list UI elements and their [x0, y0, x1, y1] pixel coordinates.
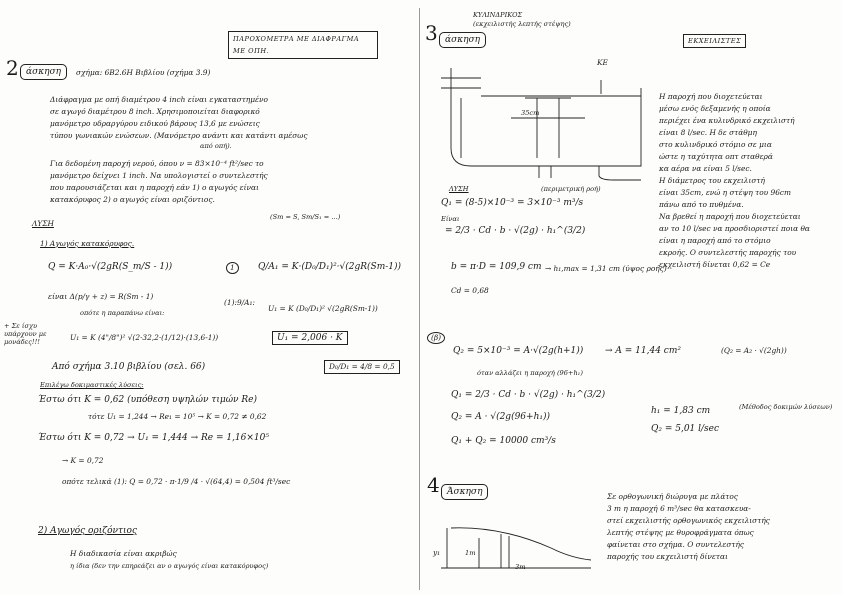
problem-line: στεί εκχειλιστής ορθογωνικός εκχειλιστής: [607, 516, 770, 525]
exercise-label: άσκηση: [20, 64, 67, 80]
equation-4-result: U₁ = 2,006 · K: [272, 331, 348, 345]
fig4-y1-label: y₁: [433, 548, 441, 557]
solution-3-label: ΛΥΣΗ: [449, 185, 469, 193]
side-note: (Sm = S, Sm/S₁ = ...): [270, 213, 341, 221]
problem-line: Η διάμετρος του εκχειλιστή: [659, 176, 765, 185]
left-title-box: ΠΑΡΟΧΟΜΕΤΡΑ ΜΕ ΔΙΑΦΡΑΓΜΑ ΜΕ ΟΠΗ.: [228, 31, 378, 59]
solution-eq-3: b = π·D = 109,9 cm: [451, 262, 542, 272]
system-note: (Μέθοδος δοκιμών λύσεων): [739, 403, 833, 411]
outflow-pipe: [539, 166, 551, 178]
system-eq-3: Q₁ + Q₂ = 10000 cm³/s: [451, 436, 556, 446]
problem-line: Σε ορθογωνική διώρυγα με πλάτος: [607, 492, 738, 501]
right-page: [421, 0, 842, 595]
problem-line: σε αγωγό διαμέτρου 8 inch. Χρησιμοποιείται διαφορικό: [50, 107, 260, 116]
margin-note: + Σε ίσχυ υπάρχουν με μονάδες!!!: [4, 322, 47, 346]
problem-line: Για δεδομένη παροχή νερού, όπου ν = 83×10⁻⁴ ft²/sec το: [50, 159, 264, 168]
final-result: οπότε τελικά (1): Q = 0,72 · π·1/9 /4 · √(64,4) = 0,504 ft³/sec: [62, 477, 291, 486]
solution-label: ΛΥΣΗ: [32, 219, 54, 228]
part-b-label: (β): [427, 332, 445, 344]
trial-heading: Επιλέγω δοκιμαστικές λύσεις:: [40, 381, 144, 389]
problem-line: Η παροχή που διοχετεύεται: [659, 92, 763, 101]
k-final: → K = 0,72: [62, 456, 104, 465]
inflow-pipe: [441, 78, 481, 88]
right-title-box: ΕΚΧΕΙΛΙΣΤΕΣ: [683, 34, 746, 48]
solution-eq-3-result: → h₁,max = 1,31 cm (ύψος ροής): [545, 264, 667, 273]
solution-note: (περιμετρική ροή): [541, 185, 601, 193]
equation-1: Q = K·A₀·√(2gR(S_m/S - 1)): [48, 262, 173, 272]
exercise-4-number: 4: [427, 473, 440, 497]
solution-eq-1: Q₁ = (8-5)×10⁻³ = 3×10⁻³ m³/s: [441, 198, 584, 208]
problem-line: αν το 10 l/sec να προσδιοριστεί ποια θα: [659, 224, 810, 233]
problem-line: μέσω ενός δεξαμενής η οποία: [659, 104, 771, 113]
fig4-dim-label: 3m: [515, 563, 526, 571]
exercise-4-label: Άσκηση: [441, 484, 488, 500]
problem-line: από οπή).: [200, 142, 232, 150]
q2-equation: Q₂ = 5×10⁻³ = A·√(2g(h+1)): [453, 346, 584, 356]
top-note-1: ΚΥΛΙΝΔΡΙΚΟΣ: [473, 11, 523, 19]
equation-4: U₁ = K (4"/8")² √(2·32,2·(1/12)·(13,6-1)): [70, 333, 219, 342]
problem-line: εκροής. Ο συντελεστής παροχής του: [659, 248, 797, 257]
system-result-2: Q₂ = 5,01 l/sec: [651, 424, 720, 434]
system-eq-2: Q₂ = A · √(2g(96+h₁)): [451, 412, 550, 422]
problem-line: πάνω από το πυθμένα.: [659, 200, 744, 209]
problem-line: είναι 35cm, ενώ η στέψη του 96cm: [659, 188, 792, 197]
system-eq-1: Q₁ = 2/3 · Cd · b · √(2g) · h₁^(3/2): [451, 390, 606, 400]
figure-reference: Από σχήμα 3.10 βιβλίου (σελ. 66): [52, 362, 206, 372]
equation-1-number: 1: [226, 262, 239, 274]
problem-line: μανόμετρο δείχνει 1 inch. Να υπολογιστεί ο συντελεστής: [50, 171, 268, 180]
case2-text-1: Η διαδικασία είναι ακριβώς: [70, 549, 177, 558]
problem-line: είναι 8 l/sec. Η δε στάθμη: [659, 128, 757, 137]
case1-title: 1) Αγωγός κατακόρυφος.: [40, 239, 135, 248]
problem-line: 3 m η παροχή 6 m³/sec θα κατασκευα-: [607, 504, 751, 513]
solution-cd: Cd = 0,68: [451, 286, 489, 295]
problem-line: στο κυλινδρικό στόμιο σε μια: [659, 140, 772, 149]
equation-2: Q/A₁ = K·(D₀/D₁)²·√(2gR(Sm-1)): [258, 262, 402, 272]
equation-3: U₁ = K (D₀/D₁)² √(2gR(Sm-1)): [268, 304, 378, 313]
problem-line: Να βρεθεί η παροχή που διοχετεύεται: [659, 212, 801, 221]
top-note-2: (εκχειλιστής λεπτής στέψης): [473, 20, 571, 28]
exercise-3-number: 3: [425, 21, 438, 45]
tank-outline: [451, 68, 641, 166]
equation-delta: είναι Δ(p/γ + z) = R(Sm - 1): [48, 292, 154, 301]
problem-line: περιέχει ένα κυλινδρικό εκχειλιστή: [659, 116, 795, 125]
problem-line: λεπτής στέψης με θυροφράγματα όπως: [607, 528, 754, 537]
problem-line: τύπου γωνιακών ενώσεων. (Μανόμετρο ανάντι και κατάντι αμέσως: [50, 131, 308, 140]
exercise-reference: σχήμα: 6Β2.6Η Βιβλίου (σχήμα 3.9): [76, 68, 211, 77]
case2-text-2: η ίδια (δεν την επηρεάζει αν ο αγωγός είναι κατακόρυφος): [70, 562, 269, 570]
q2-formula: (Q₂ = A₂ · √(2gh)): [721, 346, 787, 355]
trial-2: Έστω ότι K = 0,72 → U₁ = 1,444 → Re = 1,16×10⁵: [38, 433, 269, 443]
system-result-1: h₁ = 1,83 cm: [651, 406, 711, 416]
equation-delta-note: οπότε η παραπάνω είναι:: [80, 309, 165, 317]
problem-line: που παρουσιάζεται και η παροχή εάν 1) ο αγωγός είναι: [50, 183, 259, 192]
case2-title: 2) Αγωγός οριζόντιος: [38, 526, 137, 536]
problem-line: κα αέρα να είναι 5 l/sec.: [659, 164, 752, 173]
trial-1b: τότε U₁ = 1,244 → Re₁ = 10⁵ → K = 0,72 ≠ 0,62: [88, 412, 267, 421]
problem-line: είναι η παροχή από το στόμιο: [659, 236, 771, 245]
exercise-number: 2: [6, 56, 19, 80]
solution-eq-2: = 2/3 · Cd · b · √(2g) · h₁^(3/2): [445, 226, 586, 236]
weir-gate: [501, 534, 509, 568]
problem-line: κατακόρυφος 2) ο αγωγός είναι οριζόντιος.: [50, 195, 215, 204]
q2-result: → A = 11,44 cm²: [605, 346, 681, 356]
problem-line: παροχής του εκχειλιστή δίνεται: [607, 552, 728, 561]
weir-tank-figure: [441, 58, 671, 178]
problem-line: εκχειλιστή δίνεται 0,62 = Ce: [659, 260, 771, 269]
orifice-outlet: [599, 166, 641, 180]
problem-line: μανόμετρο υδραργύρου ειδικού βάρους 13,6 με ενώσεις: [50, 119, 260, 128]
exercise-3-label: άσκηση: [439, 32, 486, 48]
fig4-1m-label: 1m: [465, 549, 476, 557]
cylindrical-weir: [525, 98, 571, 158]
trial-1: Έστω ότι K = 0,62 (υπόθεση υψηλών τιμών Re): [38, 395, 257, 405]
ke-label: ΚΕ: [597, 58, 608, 67]
solution-givens: Είναι: [441, 215, 460, 223]
figure-ratio: D₀/D₁ = 4/8 = 0,5: [324, 360, 400, 374]
problem-line: Διάφραγμα με οπή διαμέτρου 4 inch είναι εγκαταστημένο: [50, 95, 268, 104]
q2-note: όταν αλλάζει η παροχή (96+h₁): [477, 369, 583, 377]
problem-line: ώστε η ταχύτητα οπτ σταθερά: [659, 152, 773, 161]
problem-line: φαίνεται στο σχήμα. Ο συντελεστής: [607, 540, 745, 549]
dim-35: 35cm: [521, 109, 540, 117]
equation-3-label: (1):9/A₁:: [224, 298, 255, 307]
